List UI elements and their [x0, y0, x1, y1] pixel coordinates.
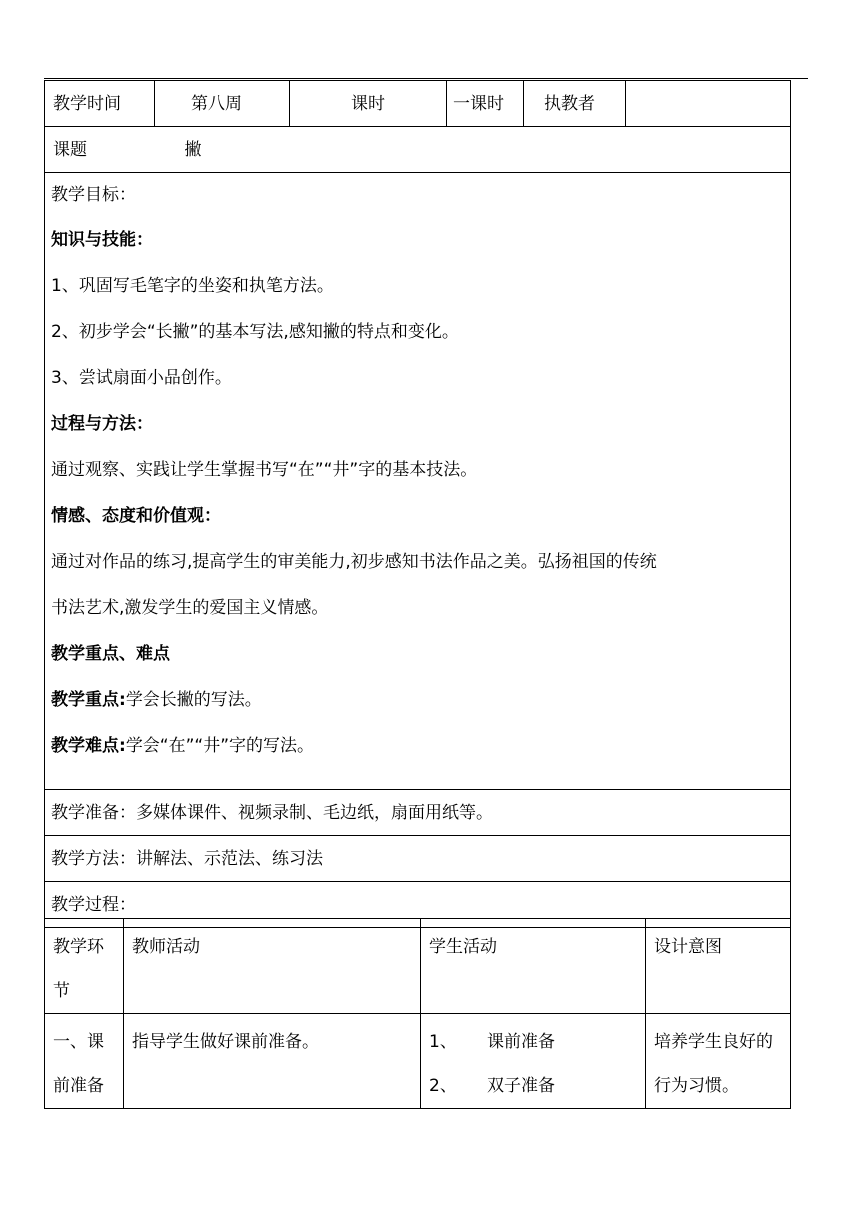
process-table — [44, 918, 791, 1109]
design-intent-cell: 培养学生良好的行为习惯。 — [646, 1014, 791, 1109]
teacher-activity-header: 教师活动 — [124, 919, 421, 1014]
header-row — [45, 81, 791, 127]
student-activity-item: 1、 课前准备 — [429, 1032, 555, 1052]
topic-value: 撇 — [155, 127, 791, 173]
lesson-plan-table — [44, 80, 791, 928]
process-heading: 过程与方法： — [51, 414, 153, 434]
teacher-value — [626, 81, 791, 127]
student-activity-cell — [421, 1014, 646, 1109]
difficult-point: 教学难点:学会“在”“井”字的写法。 — [51, 736, 315, 756]
process-header-row — [45, 919, 791, 1014]
design-intent-header: 设计意图 — [646, 919, 791, 1014]
objectives-title: 教学目标： — [51, 185, 136, 205]
student-activity-header: 学生活动 — [421, 919, 646, 1014]
method-text: 教学方法：讲解法、示范法、练习法 — [45, 836, 791, 882]
objectives-row — [45, 173, 791, 790]
preparation-row — [45, 790, 791, 836]
period-label: 课时 — [290, 81, 447, 127]
emotion-heading: 情感、态度和价值观： — [51, 506, 221, 526]
process-title: 教学过程： — [45, 882, 791, 928]
process-text: 通过观察、实践让学生掌握书写“在”“井”字的基本技法。 — [51, 460, 478, 480]
objectives-cell — [45, 173, 791, 790]
teacher-activity-cell: 指导学生做好课前准备。 — [124, 1014, 421, 1109]
topic-label: 课题 — [45, 127, 155, 173]
preparation-text: 教学准备：多媒体课件、视频录制、毛边纸，扇面用纸等。 — [45, 790, 791, 836]
time-label: 教学时间 — [45, 81, 155, 127]
stage-header: 教学环节 — [45, 919, 124, 1014]
method-row — [45, 836, 791, 882]
top-rule — [44, 78, 808, 79]
knowledge-heading: 知识与技能： — [51, 230, 153, 250]
stage-cell: 一、课前准备 — [45, 1014, 124, 1109]
period-value: 一课时 — [447, 81, 524, 127]
knowledge-item: 1、巩固写毛笔字的坐姿和执笔方法。 — [51, 276, 334, 296]
key-point: 教学重点:学会长撇的写法。 — [51, 690, 262, 710]
knowledge-item: 3、尝试扇面小品创作。 — [51, 368, 232, 388]
teacher-label: 执教者 — [524, 81, 626, 127]
student-activity-item: 2、 双子准备 — [429, 1076, 555, 1096]
emotion-text-line1: 通过对作品的练习,提高学生的审美能力,初步感知书法作品之美。弘扬祖国的传统 — [51, 552, 657, 572]
keypoints-heading: 教学重点、难点 — [51, 644, 170, 664]
emotion-text-line2: 书法艺术,激发学生的爱国主义情感。 — [51, 598, 329, 618]
week-value: 第八周 — [155, 81, 290, 127]
topic-row — [45, 127, 791, 173]
knowledge-item: 2、初步学会“长撇”的基本写法,感知撇的特点和变化。 — [51, 322, 459, 342]
process-row — [45, 1014, 791, 1109]
